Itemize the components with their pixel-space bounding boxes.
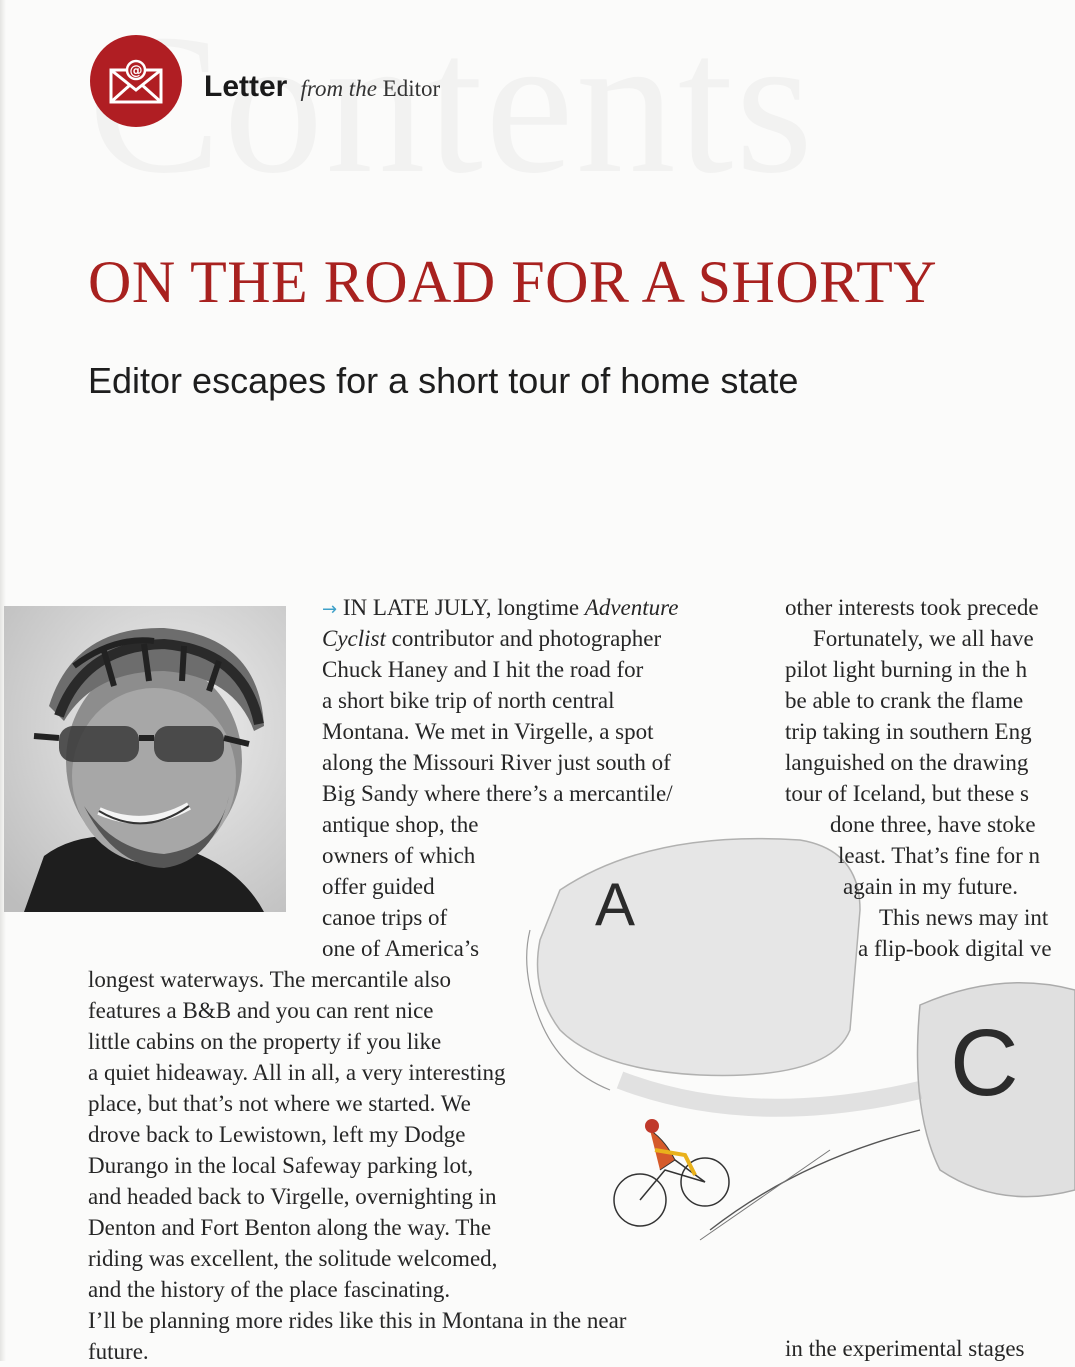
article-subhead: Editor escapes for a short tour of home state [88, 360, 799, 401]
text-line: languished on the drawing [785, 750, 1029, 775]
background-watermark-word [88, 0, 815, 219]
article-column-2 [785, 592, 1075, 964]
text-line: one of America’s [322, 936, 480, 961]
article-column-2-bottom [785, 1333, 1075, 1364]
text-line: in the experimental stages [785, 1336, 1025, 1361]
text-line: along the Missouri River just south of [322, 750, 671, 775]
lead-arrow-icon: → [322, 599, 338, 620]
text-line: Cyclist contributor and photographer [322, 626, 662, 651]
text-line: again in my future. [843, 874, 1019, 899]
text-line: antique shop, the [322, 812, 479, 837]
text-line: a flip-book digital ve [858, 936, 1052, 961]
text-line: → IN LATE JULY, longtime Adventure [322, 595, 679, 620]
text-line: Denton and Fort Benton along the way. The [88, 1215, 492, 1240]
text-line: place, but that’s not where we started. We [88, 1091, 471, 1116]
text-line: owners of which [322, 843, 476, 868]
section-title [204, 70, 440, 104]
text-line: Big Sandy where there’s a mercantile/ [322, 781, 673, 806]
text-line: riding was excellent, the solitude welcomed, [88, 1246, 498, 1271]
section-from: from the [300, 76, 377, 101]
text-line: trip taking in southern Eng [785, 719, 1032, 744]
text-line: I’ll be planning more rides like this in Montana in the near [88, 1308, 627, 1333]
svg-text:@: @ [129, 63, 143, 79]
text-line: little cabins on the property if you like [88, 1029, 442, 1054]
sketch-letter-c: C [950, 1010, 1019, 1116]
text-line: least. That’s fine for n [838, 843, 1041, 868]
text-line: a quiet hideaway. All in all, a very interesting [88, 1060, 506, 1085]
text-line: offer guided [322, 874, 435, 899]
text-line: be able to crank the flame [785, 688, 1024, 713]
text-line: This news may int [879, 905, 1049, 930]
article-column-1-top [322, 592, 678, 964]
section-role: Editor [382, 76, 441, 101]
text-line: and the history of the place fascinating. [88, 1277, 451, 1302]
text-line: features a B&B and you can rent nice [88, 998, 434, 1023]
email-envelope-icon [90, 35, 182, 127]
article-headline: ON THE ROAD FOR A SHORTY [88, 249, 938, 315]
text-line: and headed back to Virgelle, overnighting in [88, 1184, 497, 1209]
text-line: pilot light burning in the h [785, 657, 1028, 682]
text-line: longest waterways. The mercantile also [88, 967, 451, 992]
text-line: a short bike trip of north central [322, 688, 615, 713]
section-sublabel [300, 76, 440, 101]
text-line: other interests took precede [785, 595, 1039, 620]
text-line: drove back to Lewistown, left my Dodge [88, 1122, 466, 1147]
text-line: Fortunately, we all have [813, 626, 1034, 651]
text-line: canoe trips of [322, 905, 448, 930]
editor-portrait-photo [4, 606, 286, 912]
text-line: Durango in the local Safeway parking lot, [88, 1153, 474, 1178]
text-line: Chuck Haney and I hit the road for [322, 657, 644, 682]
sketch-letter-a: A [595, 871, 636, 938]
text-line: done three, have stoke [830, 812, 1036, 837]
cyclist-sketch [614, 1119, 729, 1226]
text-line: Montana. We met in Virgelle, a spot [322, 719, 654, 744]
text-line: future. [88, 1339, 149, 1364]
text-line: tour of Iceland, but these s [785, 781, 1029, 806]
portrait-illustration [4, 606, 286, 912]
section-label: Letter [204, 70, 288, 103]
envelope-at-icon [108, 58, 164, 104]
article-column-1-bottom [88, 964, 626, 1367]
